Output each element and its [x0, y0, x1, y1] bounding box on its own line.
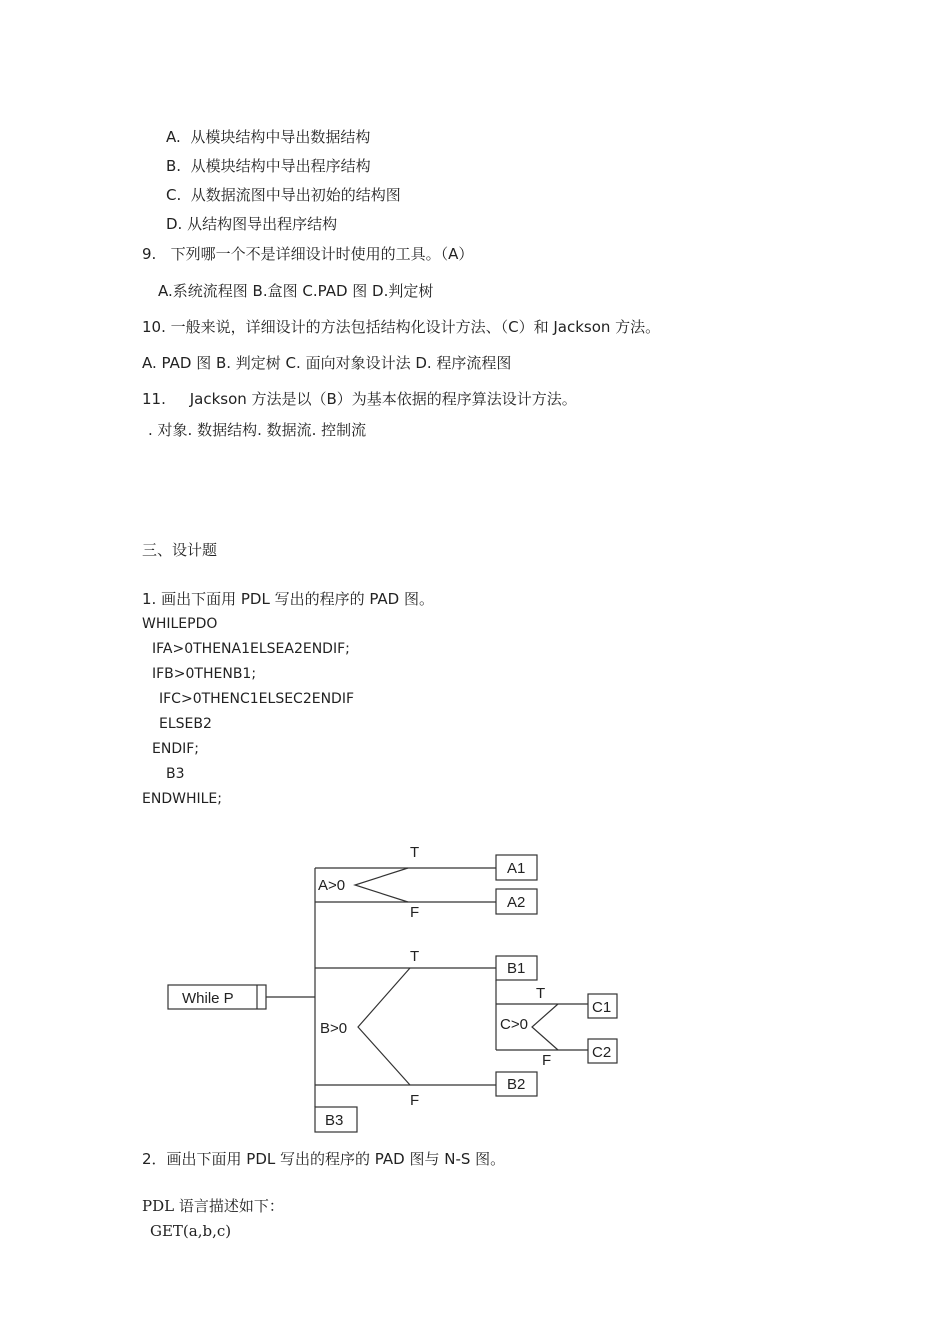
code-line: B3 [166, 766, 185, 782]
code-line: ENDIF; [152, 741, 199, 757]
question-10: 10. 一般来说，详细设计的方法包括结构化设计方法、（C）和 Jackson 方法。 [142, 318, 661, 336]
option-8c [166, 185, 401, 205]
pdl-get-line: GET(a,b,c) [150, 1222, 232, 1240]
question-9-options: A.系统流程图 B.盒图 C.PAD 图 D.判定树 [158, 282, 434, 300]
code-line: IFA>0THENA1ELSEA2ENDIF; [152, 641, 350, 657]
option-8b [166, 156, 371, 176]
code-line: ELSEB2 [159, 716, 212, 732]
b-true-label: T [410, 948, 420, 965]
option-letter: C. [166, 186, 182, 204]
a-selection-notch [355, 868, 408, 902]
option-8d [166, 214, 337, 234]
b-selection-notch [358, 968, 410, 1085]
design-question-1: 1. 画出下面用 PDL 写出的程序的 PAD 图。 [142, 590, 435, 608]
c-selection-notch [532, 1004, 558, 1050]
c-false-label: F [542, 1052, 552, 1069]
code-line: IFB>0THENB1; [152, 666, 257, 682]
option-letter: B. [166, 157, 182, 175]
option-text: 从模块结构中导出程序结构 [190, 157, 371, 175]
c2-label: C2 [592, 1044, 612, 1061]
b-false-label: F [410, 1092, 420, 1109]
question-number: 11. [142, 390, 166, 408]
question-10-options: A. PAD 图 B. 判定树 C. 面向对象设计法 D. 程序流程图 [142, 354, 512, 372]
question-number: 9. [142, 245, 157, 263]
option-text: 从模块结构中导出数据结构 [190, 128, 371, 146]
code-line: IFC>0THENC1ELSEC2ENDIF [159, 691, 355, 707]
option-letter: D. [166, 215, 183, 233]
design-question-2: 2．画出下面用 PDL 写出的程序的 PAD 图与 N-S 图。 [142, 1150, 506, 1168]
question-11-options: . 对象. 数据结构. 数据流. 控制流 [148, 421, 367, 439]
section-title: 三、设计题 [142, 541, 218, 559]
a1-label: A1 [507, 860, 526, 877]
option-text: 从数据流图中导出初始的结构图 [190, 186, 401, 204]
pdl-description: PDL 语言描述如下： [142, 1197, 284, 1215]
c1-label: C1 [592, 999, 612, 1016]
question-11 [142, 389, 577, 409]
b2-label: B2 [507, 1076, 526, 1093]
a2-label: A2 [507, 894, 526, 911]
pad-diagram [160, 835, 630, 1135]
a-condition: A>0 [318, 877, 346, 894]
a-false-label: F [410, 904, 420, 921]
a-true-label: T [410, 844, 420, 861]
option-8a [166, 127, 370, 147]
c-true-label: T [536, 985, 546, 1002]
b1-label: B1 [507, 960, 526, 977]
option-text: 从结构图导出程序结构 [187, 215, 338, 233]
code-line: WHILEPDO [142, 616, 218, 632]
question-text: 下列哪一个不是详细设计时使用的工具。（A） [170, 245, 474, 263]
question-9 [142, 244, 473, 264]
question-text: Jackson 方法是以（B）为基本依据的程序算法设计方法。 [189, 390, 577, 408]
code-line: ENDWHILE; [142, 791, 222, 807]
b-condition: B>0 [320, 1020, 348, 1037]
option-letter: A. [166, 128, 181, 146]
while-label: While P [182, 990, 234, 1007]
c-condition: C>0 [500, 1016, 528, 1033]
b3-label: B3 [325, 1112, 344, 1129]
